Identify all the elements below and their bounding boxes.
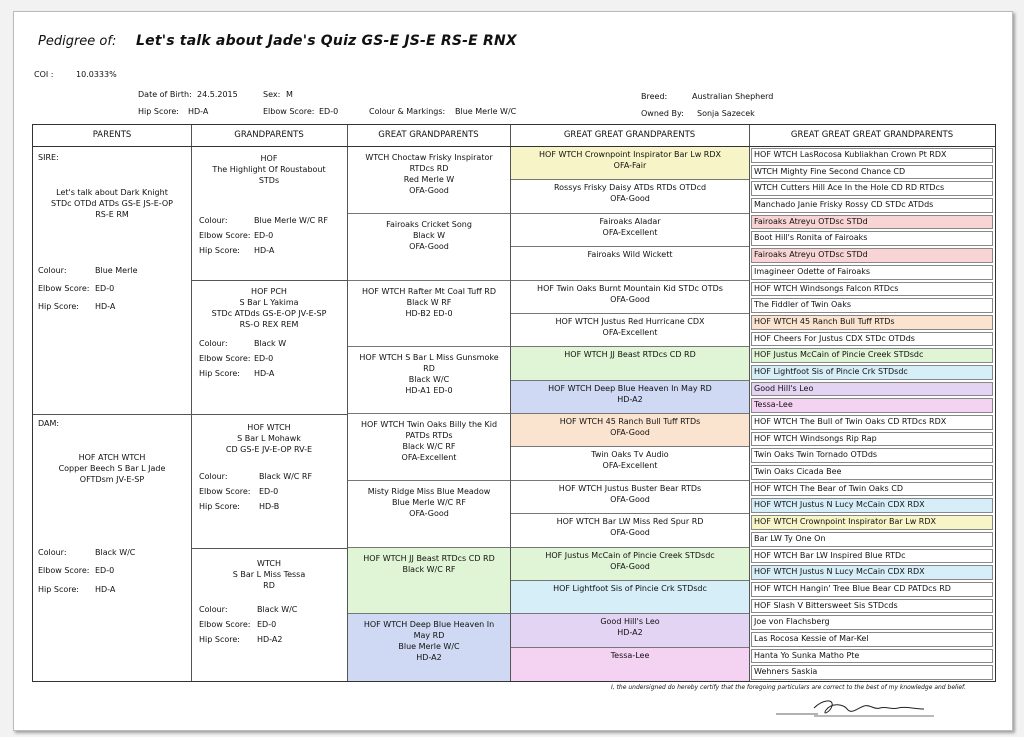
sire-colour: Blue Merle: [95, 266, 138, 275]
ggg-grandparent-cell: Bar LW Ty One On: [751, 532, 993, 547]
ggg-grandparent-cell: WTCH Mighty Fine Second Chance CD: [751, 165, 993, 180]
ggg-grandparent-cell: Hanta Yo Sunka Matho Pte: [751, 649, 993, 664]
gg-grandparent-cell: Fairoaks Aladar OFA-Excellent: [511, 214, 749, 247]
sex-label: Sex:: [263, 90, 281, 99]
ggg-grandparent-cell: Joe von Flachsberg: [751, 615, 993, 630]
grandparent-colour: Black W/C RF: [259, 472, 313, 481]
great-grandparent-cell: WTCH Choctaw Frisky Inspirator RTDcs RD Red Merle W OFA-Good: [348, 147, 510, 214]
ggg-grandparent-cell: HOF WTCH LasRocosa Kubliakhan Crown Pt RDX: [751, 148, 993, 163]
grandparent-colour: Black W/C: [257, 605, 298, 614]
signature: [774, 694, 974, 722]
ggg-grandparent-cell: HOF WTCH The Bull of Twin Oaks CD RTDcs RDX: [751, 415, 993, 430]
ggg-grandparent-cell: HOF WTCH Justus N Lucy McCain CDX RDX: [751, 498, 993, 513]
elbow-value: ED-0: [319, 107, 339, 116]
ggg-grandparent-cell: Good Hill's Leo: [751, 382, 993, 397]
ggg-grandparent-cell: Boot Hill's Ronita of Fairoaks: [751, 231, 993, 246]
grandparent-name: HOF The Highlight Of Roustabout STDs: [212, 154, 326, 185]
hip-label: Hip Score:: [199, 369, 240, 378]
dam-name: HOF ATCH WTCH Copper Beech S Bar L Jade OFTDsm JV-E-SP: [58, 453, 166, 484]
coi-value: 10.0333%: [76, 70, 117, 79]
owned-label: Owned By:: [641, 109, 684, 118]
great-grandparent-cell: HOF WTCH S Bar L Miss Gunsmoke RD Black W/C HD-A1 ED-0: [348, 347, 510, 414]
colour-label: Colour:: [199, 605, 228, 614]
dob-value: 24.5.2015: [197, 90, 238, 99]
grandparent-elbow: ED-0: [254, 231, 274, 240]
colour-label: Colour:: [199, 472, 228, 481]
dam-hip-label: Hip Score:: [38, 585, 79, 594]
ggg-grandparent-cell: HOF WTCH Windsongs Falcon RTDcs: [751, 282, 993, 297]
ggg-grandparent-cell: Imagineer Odette of Fairoaks: [751, 265, 993, 280]
ggg-grandparent-cell: HOF WTCH Bar LW Inspired Blue RTDc: [751, 549, 993, 564]
dam-elbow: ED-0: [95, 566, 115, 575]
grandparent-elbow: ED-0: [254, 354, 274, 363]
sire-hip: HD-A: [95, 302, 116, 311]
ggg-grandparent-cell: HOF WTCH Windsongs Rip Rap: [751, 432, 993, 447]
colour-label: Colour:: [199, 216, 228, 225]
dam-colour: Black W/C: [95, 548, 136, 557]
owned-value: Sonja Sazecek: [697, 109, 755, 118]
gg-grandparent-cell: HOF WTCH Deep Blue Heaven In May RD HD-A2: [511, 381, 749, 414]
elbow-label: Elbow Score:: [263, 107, 315, 116]
grandparent-elbow: ED-0: [257, 620, 277, 629]
dam-elbow-label: Elbow Score:: [38, 566, 90, 575]
grandparent-name: HOF WTCH S Bar L Mohawk CD GS-E JV-E-OP RV-E: [225, 423, 313, 454]
gg-grandparent-cell: Rossys Frisky Daisy ATDs RTDs OTDcd OFA-Good: [511, 180, 749, 213]
ggg-grandparent-cell: HOF WTCH The Bear of Twin Oaks CD: [751, 482, 993, 497]
hip-label: Hip Score:: [199, 635, 240, 644]
dog-name: Let's talk about Jade's Quiz GS-E JS-E RS-E RNX: [136, 33, 517, 49]
hip-label: Hip Score:: [138, 107, 179, 116]
ggg-grandparent-cell: HOF Cheers For Justus CDX STDc OTDds: [751, 332, 993, 347]
grandparent-colour: Blue Merle W/C RF: [254, 216, 328, 225]
dam-role: DAM:: [38, 419, 60, 428]
gg-grandparent-cell: Good Hill's Leo HD-A2: [511, 614, 749, 647]
grandparent-hip: HD-A2: [257, 635, 283, 644]
sire-role: SIRE:: [38, 153, 59, 162]
elbow-label: Elbow Score:: [199, 620, 251, 629]
grandparent-colour: Black W: [254, 339, 287, 348]
great-grandparent-cell: HOF WTCH JJ Beast RTDcs CD RD Black W/C RF: [348, 548, 510, 615]
elbow-label: Elbow Score:: [199, 231, 251, 240]
sire-colour-label: Colour:: [38, 266, 67, 275]
colour-value: Blue Merle W/C: [455, 107, 517, 116]
sex-value: M: [286, 90, 293, 99]
gg-grandparent-cell: HOF WTCH Justus Red Hurricane CDX OFA-Excellent: [511, 314, 749, 347]
pedigree-sheet: [13, 11, 1013, 731]
ggg-grandparent-cell: The Fiddler of Twin Oaks: [751, 298, 993, 313]
grandparent-elbow: ED-0: [259, 487, 279, 496]
breed-value: Australian Shepherd: [692, 92, 774, 101]
gg-grandparent-cell: HOF WTCH Bar LW Miss Red Spur RD OFA-Good: [511, 514, 749, 547]
gg-grandparent-cell: HOF WTCH Crownpoint Inspirator Bar Lw RDX OFA-Fair: [511, 147, 749, 180]
grandparent-cell-1: [191, 147, 347, 280]
great-grandparent-cell: HOF WTCH Twin Oaks Billy the Kid PATDs RTDs Black W/C RF OFA-Excellent: [348, 414, 510, 481]
great-grandparent-cell: HOF WTCH Rafter Mt Coal Tuff RD Black W RF HD-B2 ED-0: [348, 281, 510, 348]
header-parents: PARENTS: [92, 130, 132, 140]
gg-grandparent-cell: HOF WTCH Justus Buster Bear RTDs OFA-Good: [511, 481, 749, 514]
sire-elbow-label: Elbow Score:: [38, 284, 90, 293]
dam-colour-label: Colour:: [38, 548, 67, 557]
grandparent-hip: HD-A: [254, 369, 275, 378]
pedigree-table: [32, 124, 996, 682]
header-great-grandparents: GREAT GRANDPARENTS: [378, 130, 479, 140]
ggg-grandparent-cell: HOF WTCH Hangin' Tree Blue Bear CD PATDcs RD: [751, 582, 993, 597]
ggg-grandparent-cell: Tessa-Lee: [751, 398, 993, 413]
grandparent-hip: HD-B: [259, 502, 280, 511]
ggg-grandparent-cell: HOF Lightfoot Sis of Pincie Crk STDsdc: [751, 365, 993, 380]
great-grandparent-cell: Fairoaks Cricket Song Black W OFA-Good: [348, 214, 510, 281]
grandparent-hip: HD-A: [254, 246, 275, 255]
ggg-grandparent-cell: HOF Slash V Bittersweet Sis STDcds: [751, 599, 993, 614]
ggg-grandparent-cell: Manchado Janie Frisky Rossy CD STDc ATDds: [751, 198, 993, 213]
ggg-grandparent-cell: Las Rocosa Kessie of Mar-Kel: [751, 632, 993, 647]
great-grandparent-cell: Misty Ridge Miss Blue Meadow Blue Merle W/C RF OFA-Good: [348, 481, 510, 548]
hip-value: HD-A: [188, 107, 209, 116]
ggg-grandparent-cell: HOF WTCH Crownpoint Inspirator Bar Lw RDX: [751, 515, 993, 530]
header-ggg-grandparents: GREAT GREAT GREAT GRANDPARENTS: [790, 130, 954, 140]
sire-name: Let's talk about Dark Knight STDc OTDd ATDs GS-E JS-E-OP RS-E RM: [50, 188, 173, 219]
gg-grandparent-cell: HOF WTCH JJ Beast RTDcs CD RD: [511, 347, 749, 380]
gg-grandparent-cell: HOF Lightfoot Sis of Pincie Crk STDsdc: [511, 581, 749, 614]
grandparent-cell-3: [191, 415, 347, 548]
gg-grandparent-cell: HOF WTCH 45 Ranch Bull Tuff RTDs OFA-Good: [511, 414, 749, 447]
coi-label: COI :: [34, 70, 54, 79]
gg-grandparent-cell: Tessa-Lee: [511, 648, 749, 681]
dob-label: Date of Birth:: [138, 90, 192, 99]
certification-statement: I, the undersigned do hereby certify that the foregoing particulars are correct to the best of my knowledge and belief.: [611, 684, 966, 691]
ggg-grandparent-cell: HOF WTCH Justus N Lucy McCain CDX RDX: [751, 565, 993, 580]
sire-hip-label: Hip Score:: [38, 302, 79, 311]
colour-label: Colour:: [199, 339, 228, 348]
sire-cell: [33, 147, 191, 414]
grandparent-cell-4: [191, 549, 347, 680]
ggg-grandparent-cell: Fairoaks Atreyu OTDsc STDd: [751, 248, 993, 263]
header-gg-grandparents: GREAT GREAT GRANDPARENTS: [563, 130, 696, 140]
title-label: Pedigree of:: [38, 34, 117, 49]
grandparent-name: HOF PCH S Bar L Yakima STDc ATDds GS-E-OP JV-E-SP RS-O REX REM: [211, 287, 327, 329]
gg-grandparent-cell: HOF Justus McCain of Pincie Creek STDsdc OFA-Good: [511, 548, 749, 581]
elbow-label: Elbow Score:: [199, 487, 251, 496]
gg-grandparent-cell: Fairoaks Wild Wickett: [511, 247, 749, 280]
hip-label: Hip Score:: [199, 246, 240, 255]
grandparent-name: WTCH S Bar L Miss Tessa RD: [232, 559, 306, 590]
colour-label: Colour & Markings:: [369, 107, 446, 116]
gg-grandparent-cell: HOF Twin Oaks Burnt Mountain Kid STDc OTDs OFA-Good: [511, 281, 749, 314]
ggg-grandparent-cell: Twin Oaks Cicada Bee: [751, 465, 993, 480]
great-grandparent-cell: HOF WTCH Deep Blue Heaven In May RD Blue Merle W/C HD-A2: [348, 614, 510, 681]
ggg-grandparent-cell: Wehners Saskia: [751, 665, 993, 680]
dam-hip: HD-A: [95, 585, 116, 594]
ggg-grandparent-cell: Twin Oaks Twin Tornado OTDds: [751, 448, 993, 463]
ggg-grandparent-cell: HOF WTCH 45 Ranch Bull Tuff RTDs: [751, 315, 993, 330]
ggg-grandparent-cell: WTCH Cutters Hill Ace In the Hole CD RD RTDcs: [751, 181, 993, 196]
dam-cell: [33, 415, 191, 680]
elbow-label: Elbow Score:: [199, 354, 251, 363]
breed-label: Breed:: [641, 92, 668, 101]
sire-elbow: ED-0: [95, 284, 115, 293]
hip-label: Hip Score:: [199, 502, 240, 511]
ggg-grandparent-cell: HOF Justus McCain of Pincie Creek STDsdc: [751, 348, 993, 363]
header-grandparents: GRANDPARENTS: [234, 130, 304, 140]
gg-grandparent-cell: Twin Oaks Tv Audio OFA-Excellent: [511, 447, 749, 480]
ggg-grandparent-cell: Fairoaks Atreyu OTDsc STDd: [751, 215, 993, 230]
grandparent-cell-2: [191, 281, 347, 414]
